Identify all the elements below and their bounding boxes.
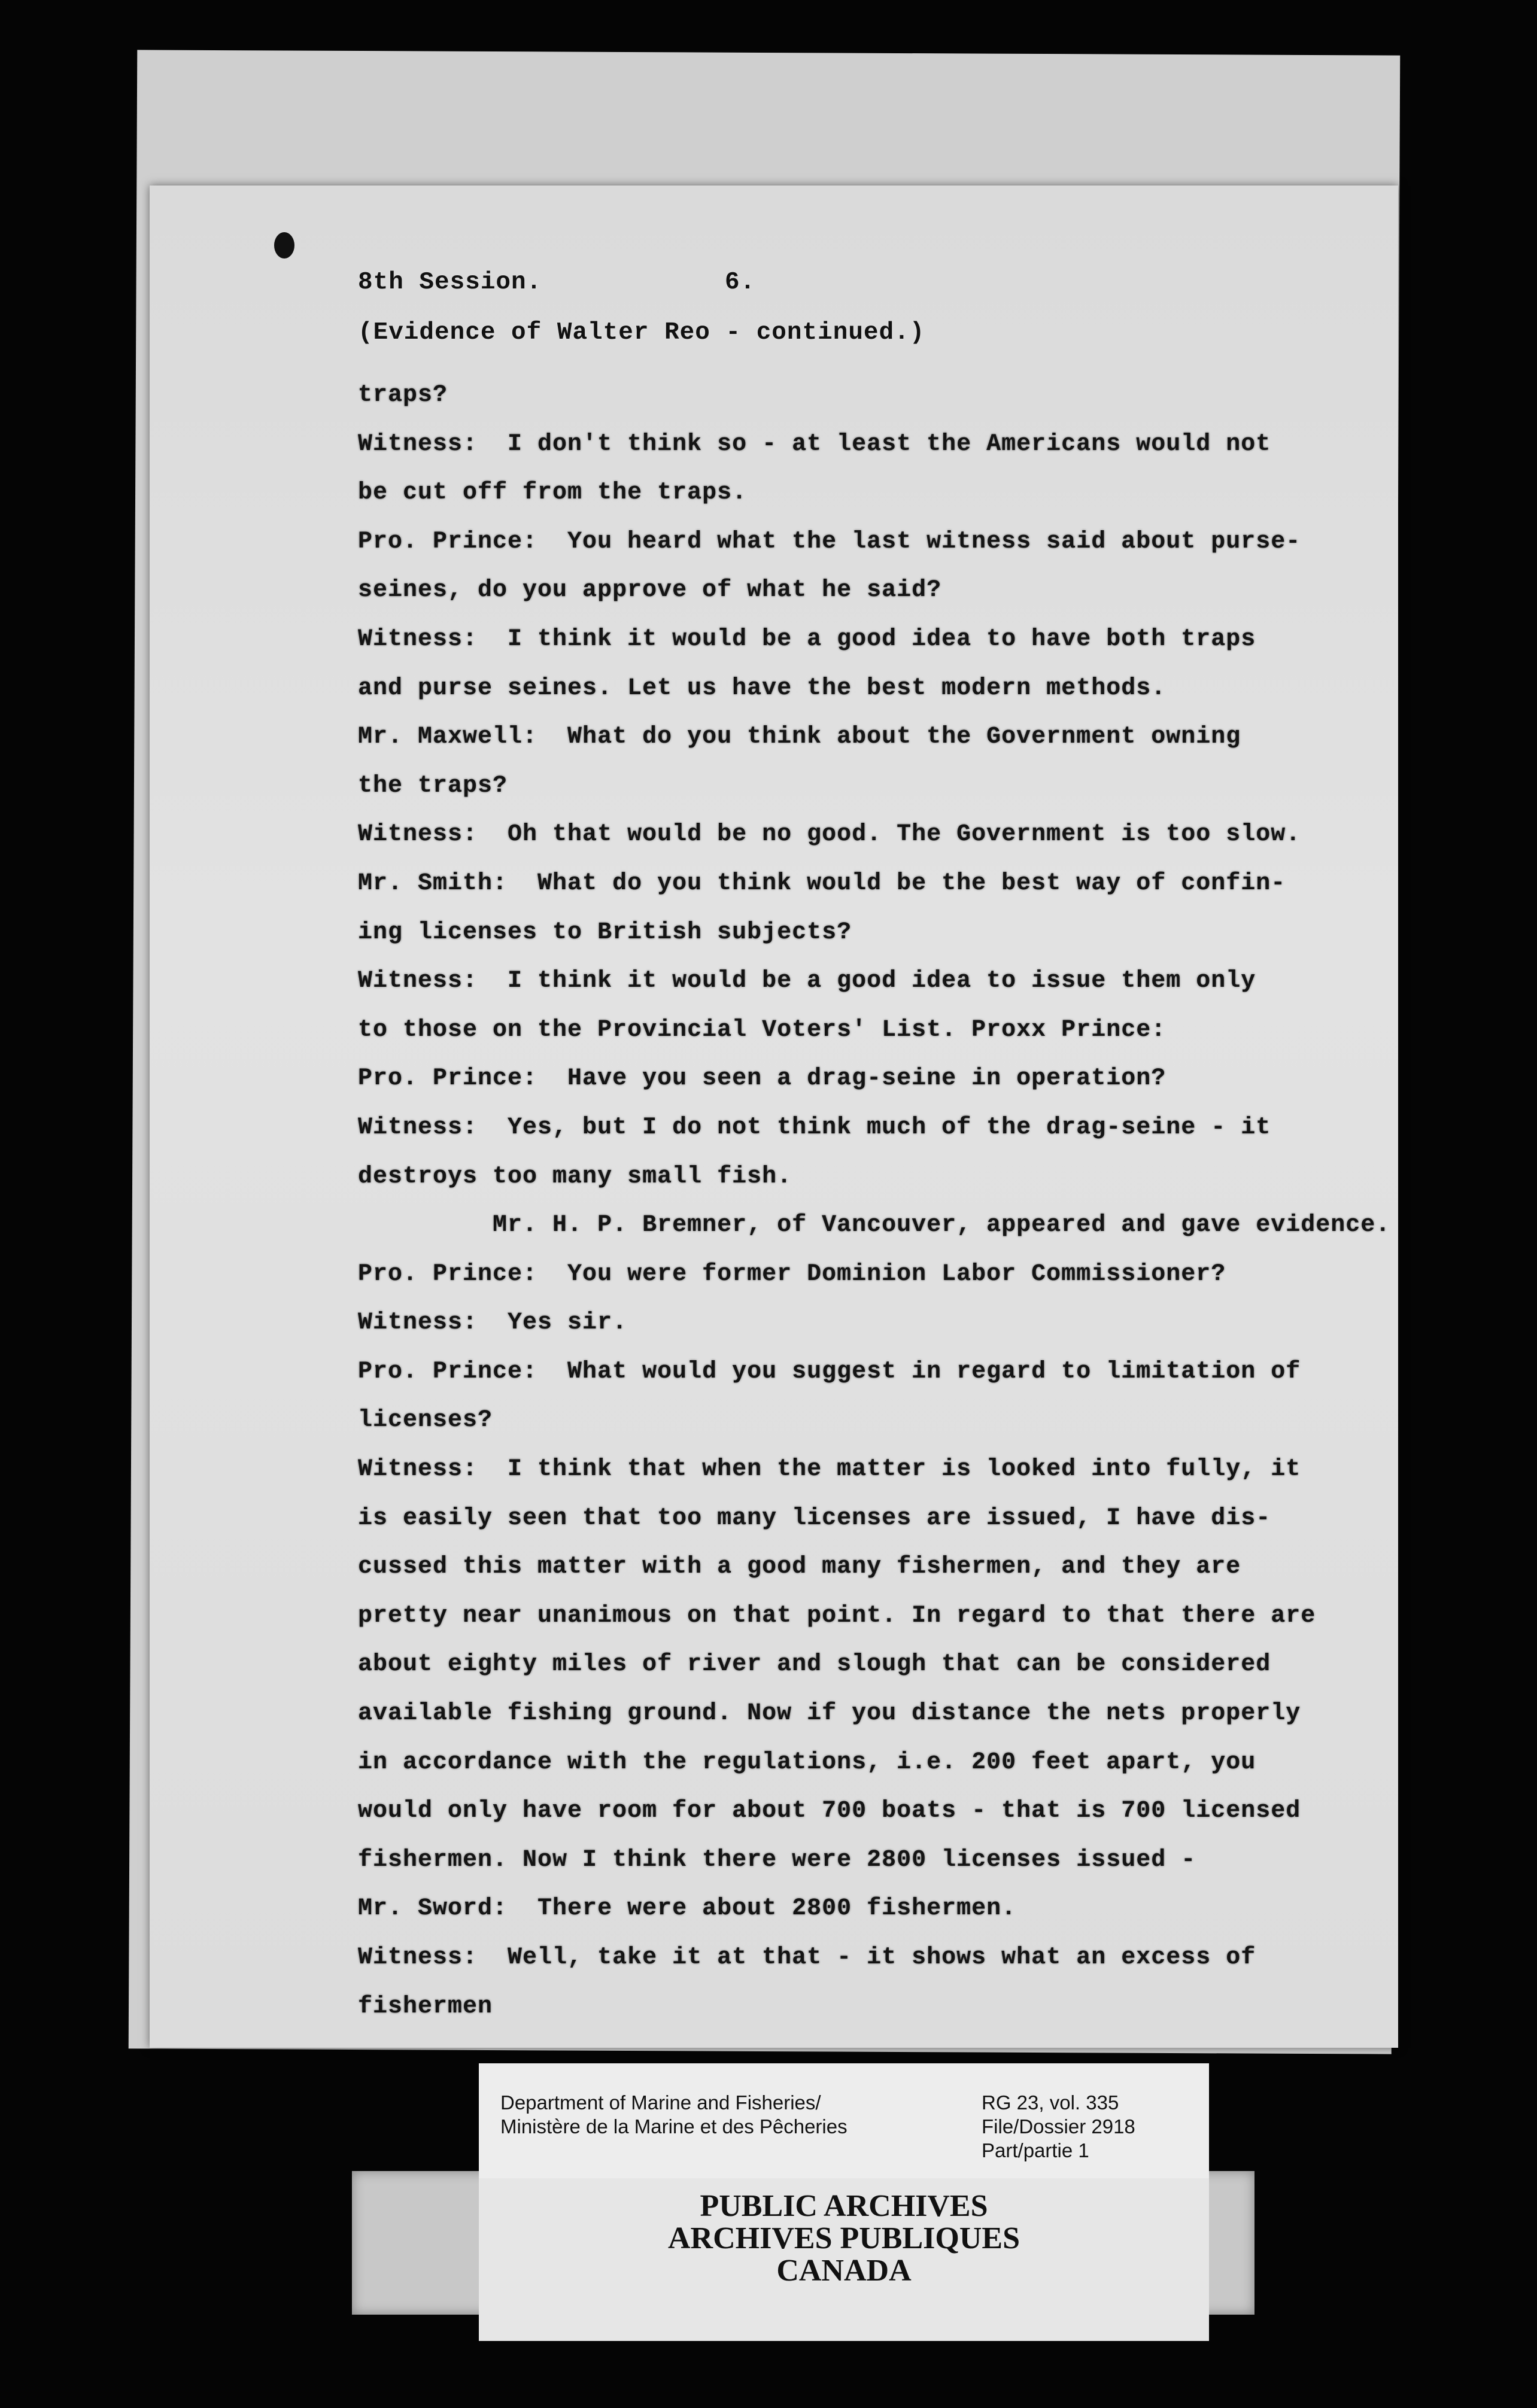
transcript-line: Pro. Prince: What would you suggest in regard to limitation of (358, 1358, 1301, 1385)
transcript-line: ing licenses to British subjects? (358, 919, 852, 946)
transcript-line: Witness: I think it would be a good idea to issue them only (358, 968, 1256, 995)
transcript-line: pretty near unanimous on that point. In regard to that there are (358, 1602, 1316, 1629)
department-names (500, 2091, 848, 2139)
stamp-line-en: PUBLIC ARCHIVES (700, 2189, 988, 2223)
transcript-line: licenses? (358, 1407, 493, 1434)
transcript-line: Witness: Yes sir. (358, 1309, 628, 1337)
transcript-line: Witness: I think it would be a good idea to have both traps (358, 625, 1256, 653)
transcript-line: in accordance with the regulations, i.e. 200 feet apart, you (358, 1749, 1256, 1776)
transcript-line: is easily seen that too many licenses are issued, I have dis- (358, 1504, 1271, 1532)
transcript-line: Witness: Yes, but I do not think much of the drag-seine - it (358, 1114, 1271, 1141)
transcript-line: Mr. H. P. Bremner, of Vancouver, appeared and gave evidence. (358, 1212, 1391, 1239)
transcript-line: Witness: I think that when the matter is looked into fully, it (358, 1456, 1301, 1483)
part-number: Part/partie 1 (982, 2139, 1089, 2161)
transcript-line: traps? (358, 382, 448, 409)
transcript-line: cussed this matter with a good many fishermen, and they are (358, 1553, 1241, 1581)
evidence-note: (Evidence of Walter Reo - continued.) (358, 319, 925, 346)
transcript-line: fishermen (358, 1993, 493, 2020)
transcript-line: Witness: Oh that would be no good. The Government is too slow. (358, 821, 1301, 849)
record-group: RG 23, vol. 335 (982, 2091, 1119, 2114)
transcript-line: destroys too many small fish. (358, 1163, 792, 1190)
transcript-line: available fishing ground. Now if you distance the nets properly (358, 1700, 1301, 1728)
transcript-line: seines, do you approve of what he said? (358, 577, 942, 604)
department-en: Department of Marine and Fisheries/ (500, 2091, 821, 2114)
stamp-line-country: CANADA (776, 2254, 912, 2288)
transcript-body (358, 371, 1391, 2031)
transcript-line: Pro. Prince: You heard what the last witness said about purse- (358, 528, 1301, 555)
punch-hole (274, 232, 294, 259)
page-number: 6. (725, 269, 756, 296)
transcript-line: Witness: Well, take it at that - it shows what an excess of (358, 1944, 1256, 1971)
transcript-line: Witness: I don't think so - at least the Americans would not (358, 430, 1271, 458)
transcript-line: about eighty miles of river and slough that can be considered (358, 1651, 1271, 1679)
transcript-line: Mr. Smith: What do you think would be the best way of confin- (358, 869, 1286, 897)
transcript-line: Mr. Sword: There were about 2800 fishermen. (358, 1895, 1017, 1923)
session-label: 8th Session. (358, 269, 542, 296)
record-reference (982, 2091, 1135, 2163)
transcript-line: fishermen. Now I think there were 2800 licenses issued - (358, 1846, 1196, 1874)
transcript-line: be cut off from the traps. (358, 479, 748, 507)
file-number: File/Dossier 2918 (982, 2115, 1135, 2138)
transcript-line: to those on the Provincial Voters' List. Proxx Prince: (358, 1016, 1167, 1044)
transcript-line: Pro. Prince: Have you seen a drag-seine in operation? (358, 1065, 1167, 1093)
page-header (358, 257, 1375, 358)
department-fr: Ministère de la Marine et des Pêcheries (500, 2115, 848, 2138)
transcript-line: would only have room for about 700 boats - that is 700 licensed (358, 1798, 1301, 1825)
transcript-line: Mr. Maxwell: What do you think about the Government owning (358, 723, 1241, 751)
transcript-line: the traps? (358, 772, 508, 799)
archives-stamp (479, 2178, 1209, 2341)
transcript-line: Pro. Prince: You were former Dominion Labor Commissioner? (358, 1260, 1226, 1288)
transcript-line: and purse seines. Let us have the best modern methods. (358, 674, 1167, 702)
stamp-line-fr: ARCHIVES PUBLIQUES (667, 2221, 1020, 2255)
